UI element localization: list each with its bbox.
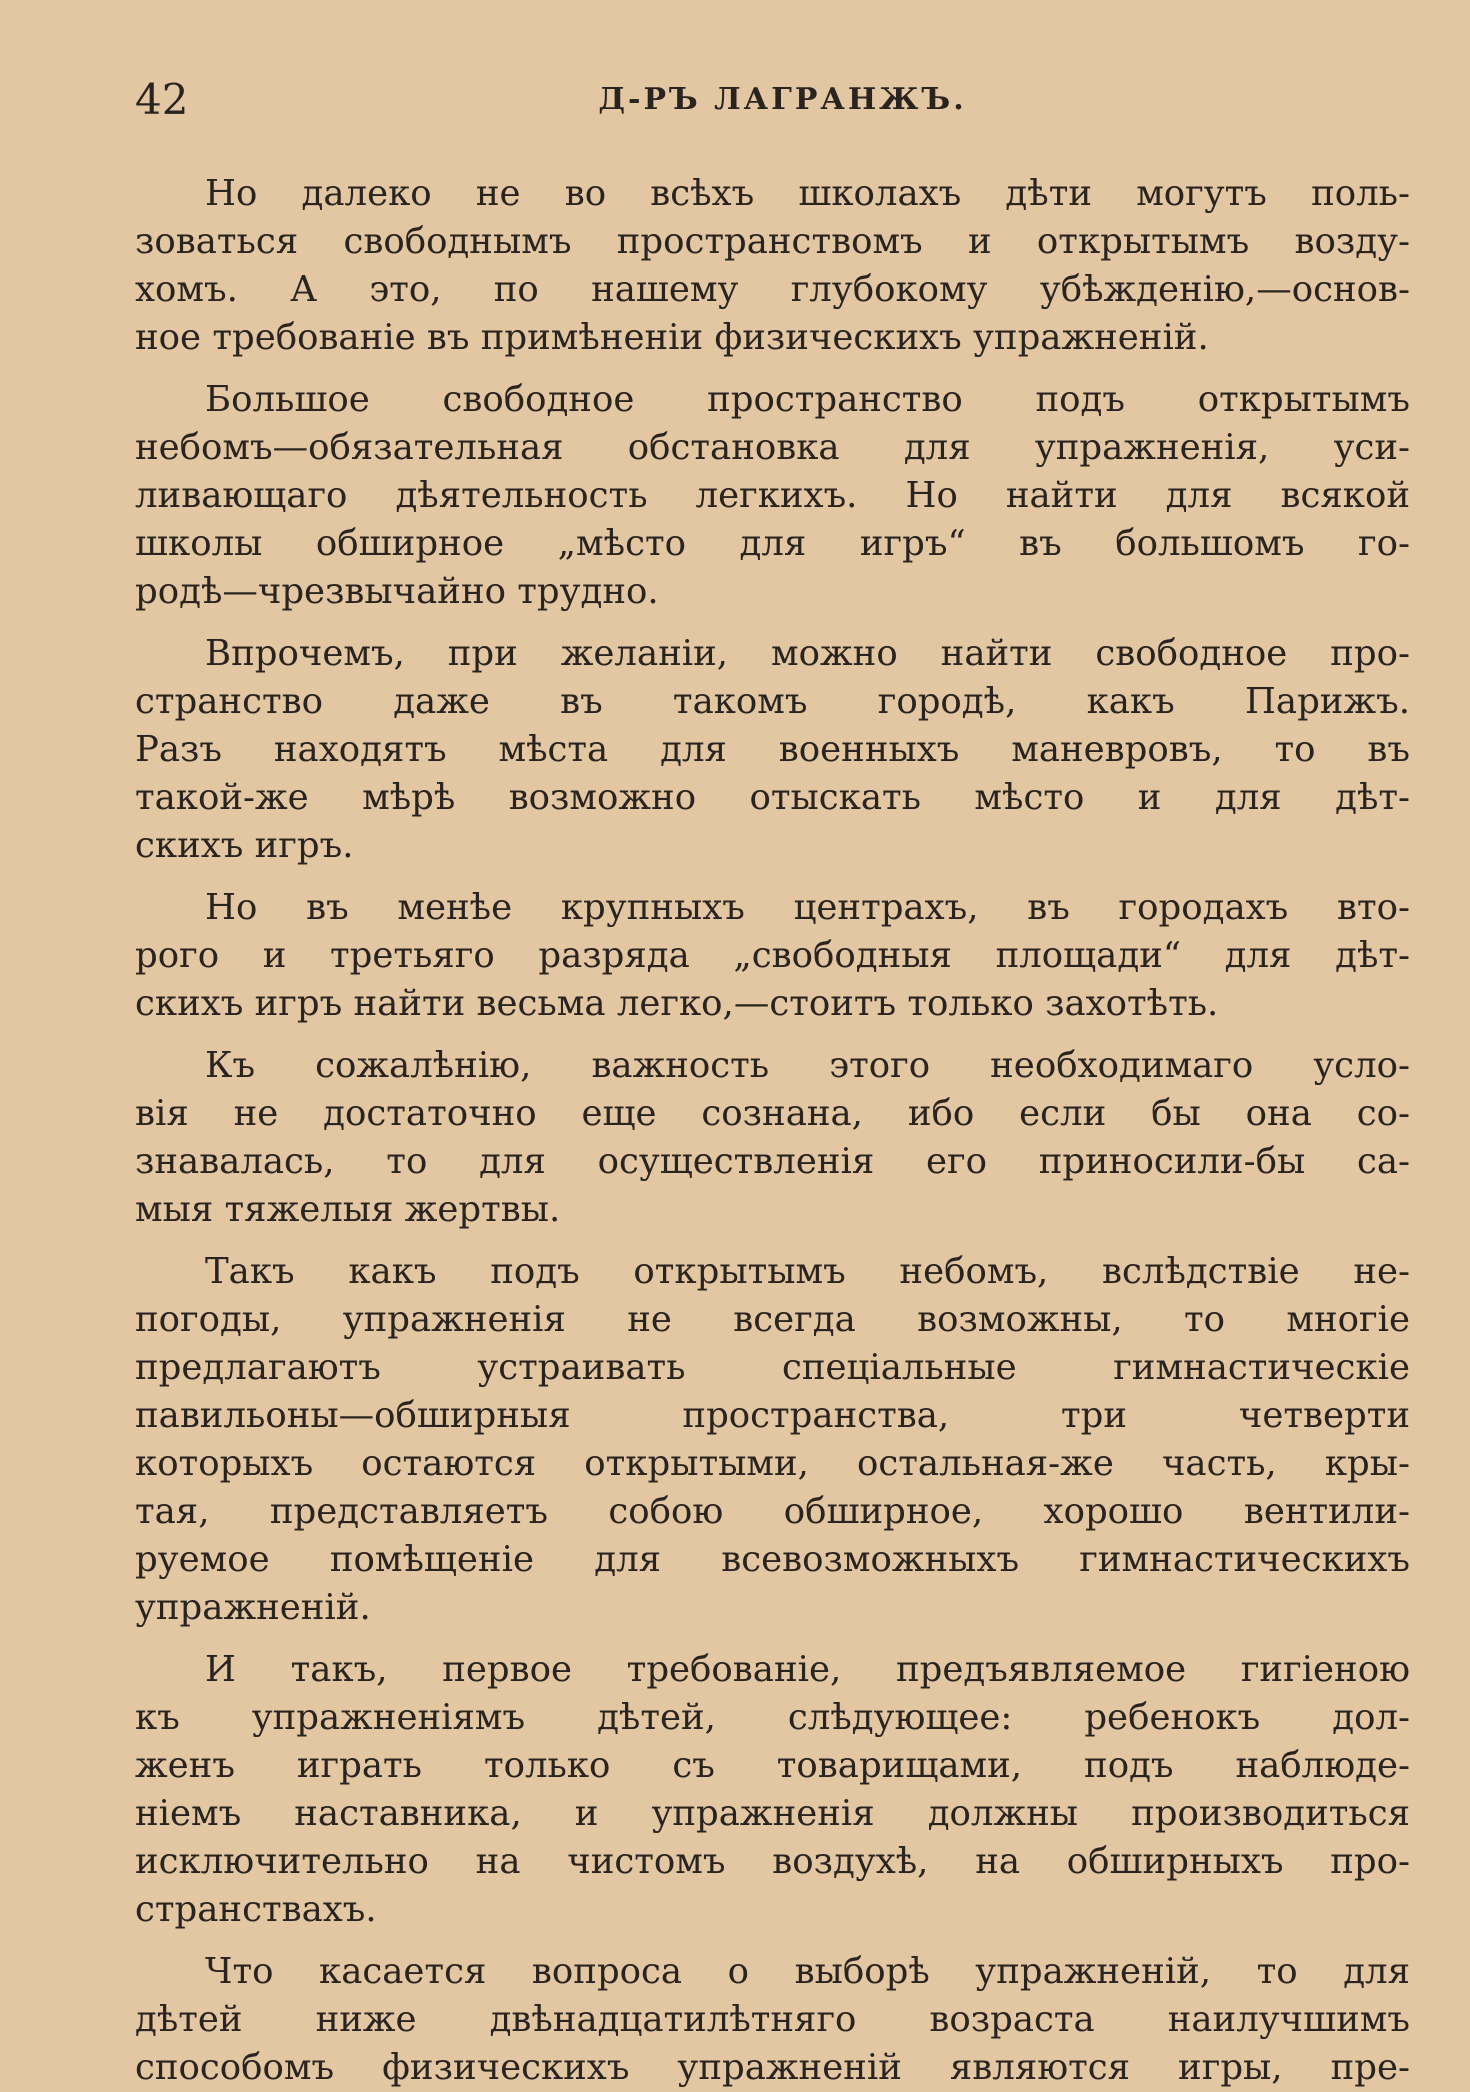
text-line: ное требованіе въ примѣненіи физическихъ упражненій. (135, 317, 1209, 358)
text-line: рого и третьяго разряда „свободныя площади“ для дѣт- (135, 935, 1410, 976)
text-line: Разъ находятъ мѣста для военныхъ маневровъ, то въ (135, 729, 1410, 770)
paragraph (135, 376, 1410, 616)
text-line: исключительно на чистомъ воздухѣ, на обширныхъ про- (135, 1841, 1410, 1882)
page-number: 42 (135, 75, 189, 124)
paragraph (135, 1646, 1410, 1934)
paragraph (135, 170, 1410, 362)
text-line: ніемъ наставника, и упражненія должны производиться (135, 1793, 1410, 1834)
text-line: упражненій. (135, 1587, 371, 1628)
text-line: Но далеко не во всѣхъ школахъ дѣти могутъ поль- (205, 173, 1410, 214)
running-title: Д-РЪ ЛАГРАНЖЪ. (598, 82, 967, 117)
text-line: Большое свободное пространство подъ открытымъ (205, 379, 1410, 420)
paragraph (135, 630, 1410, 870)
paragraph (135, 884, 1410, 1028)
text-line: Такъ какъ подъ открытымъ небомъ, вслѣдствіе не- (205, 1251, 1410, 1292)
text-line: странство даже въ такомъ городѣ, какъ Парижъ. (135, 681, 1410, 722)
text-line: ливающаго дѣятельность легкихъ. Но найти для всякой (135, 475, 1410, 516)
text-line: павильоны—обширныя пространства, три четверти (135, 1395, 1410, 1436)
text-line: И такъ, первое требованіе, предъявляемое гигіеною (205, 1649, 1410, 1690)
running-head (135, 70, 1410, 130)
text-line: Впрочемъ, при желаніи, можно найти свободное про- (205, 633, 1410, 674)
paragraph (135, 1248, 1410, 1632)
text-line: зоваться свободнымъ пространствомъ и открытымъ возду- (135, 221, 1410, 262)
body-text (135, 170, 1410, 2092)
text-line: къ упражненіямъ дѣтей, слѣдующее: ребенокъ дол- (135, 1697, 1410, 1738)
text-line: Что касается вопроса о выборѣ упражненій, то для (205, 1951, 1410, 1992)
text-line: знавалась, то для осуществленія его приносили-бы са- (135, 1141, 1410, 1182)
paragraph (135, 1948, 1410, 2092)
text-line: родѣ—чрезвычайно трудно. (135, 571, 659, 612)
text-line: Къ сожалѣнію, важность этого необходимаго усло- (205, 1045, 1410, 1086)
text-line: дѣтей ниже двѣнадцатилѣтняго возраста наилучшимъ (135, 1999, 1410, 2040)
text-line: хомъ. А это, по нашему глубокому убѣжденію,—основ- (135, 269, 1410, 310)
text-line: Но въ менѣе крупныхъ центрахъ, въ городахъ вто- (205, 887, 1410, 928)
text-line: такой-же мѣрѣ возможно отыскать мѣсто и для дѣт- (135, 777, 1410, 818)
text-line: женъ играть только съ товарищами, подъ наблюде- (135, 1745, 1410, 1786)
text-line: руемое помѣщеніе для всевозможныхъ гимнастическихъ (135, 1539, 1410, 1580)
text-line: школы обширное „мѣсто для игръ“ въ большомъ го- (135, 523, 1410, 564)
text-line: которыхъ остаются открытыми, остальная-же часть, кры- (135, 1443, 1410, 1484)
text-line: погоды, упражненія не всегда возможны, то многіе (135, 1299, 1410, 1340)
text-line: скихъ игръ. (135, 825, 354, 866)
text-line: мыя тяжелыя жертвы. (135, 1189, 561, 1230)
text-line: небомъ—обязательная обстановка для упражненія, уси- (135, 427, 1410, 468)
text-line: странствахъ. (135, 1889, 377, 1930)
text-line: вія не достаточно еще сознана, ибо если бы она со- (135, 1093, 1410, 1134)
text-line: предлагаютъ устраивать спеціальные гимнастическіе (135, 1347, 1410, 1388)
text-line: тая, представляетъ собою обширное, хорошо вентили- (135, 1491, 1410, 1532)
paragraph (135, 1042, 1410, 1234)
text-line: способомъ физическихъ упражненій являются игры, пре- (135, 2047, 1410, 2088)
text-line: скихъ игръ найти весьма легко,—стоитъ только захотѣть. (135, 983, 1219, 1024)
